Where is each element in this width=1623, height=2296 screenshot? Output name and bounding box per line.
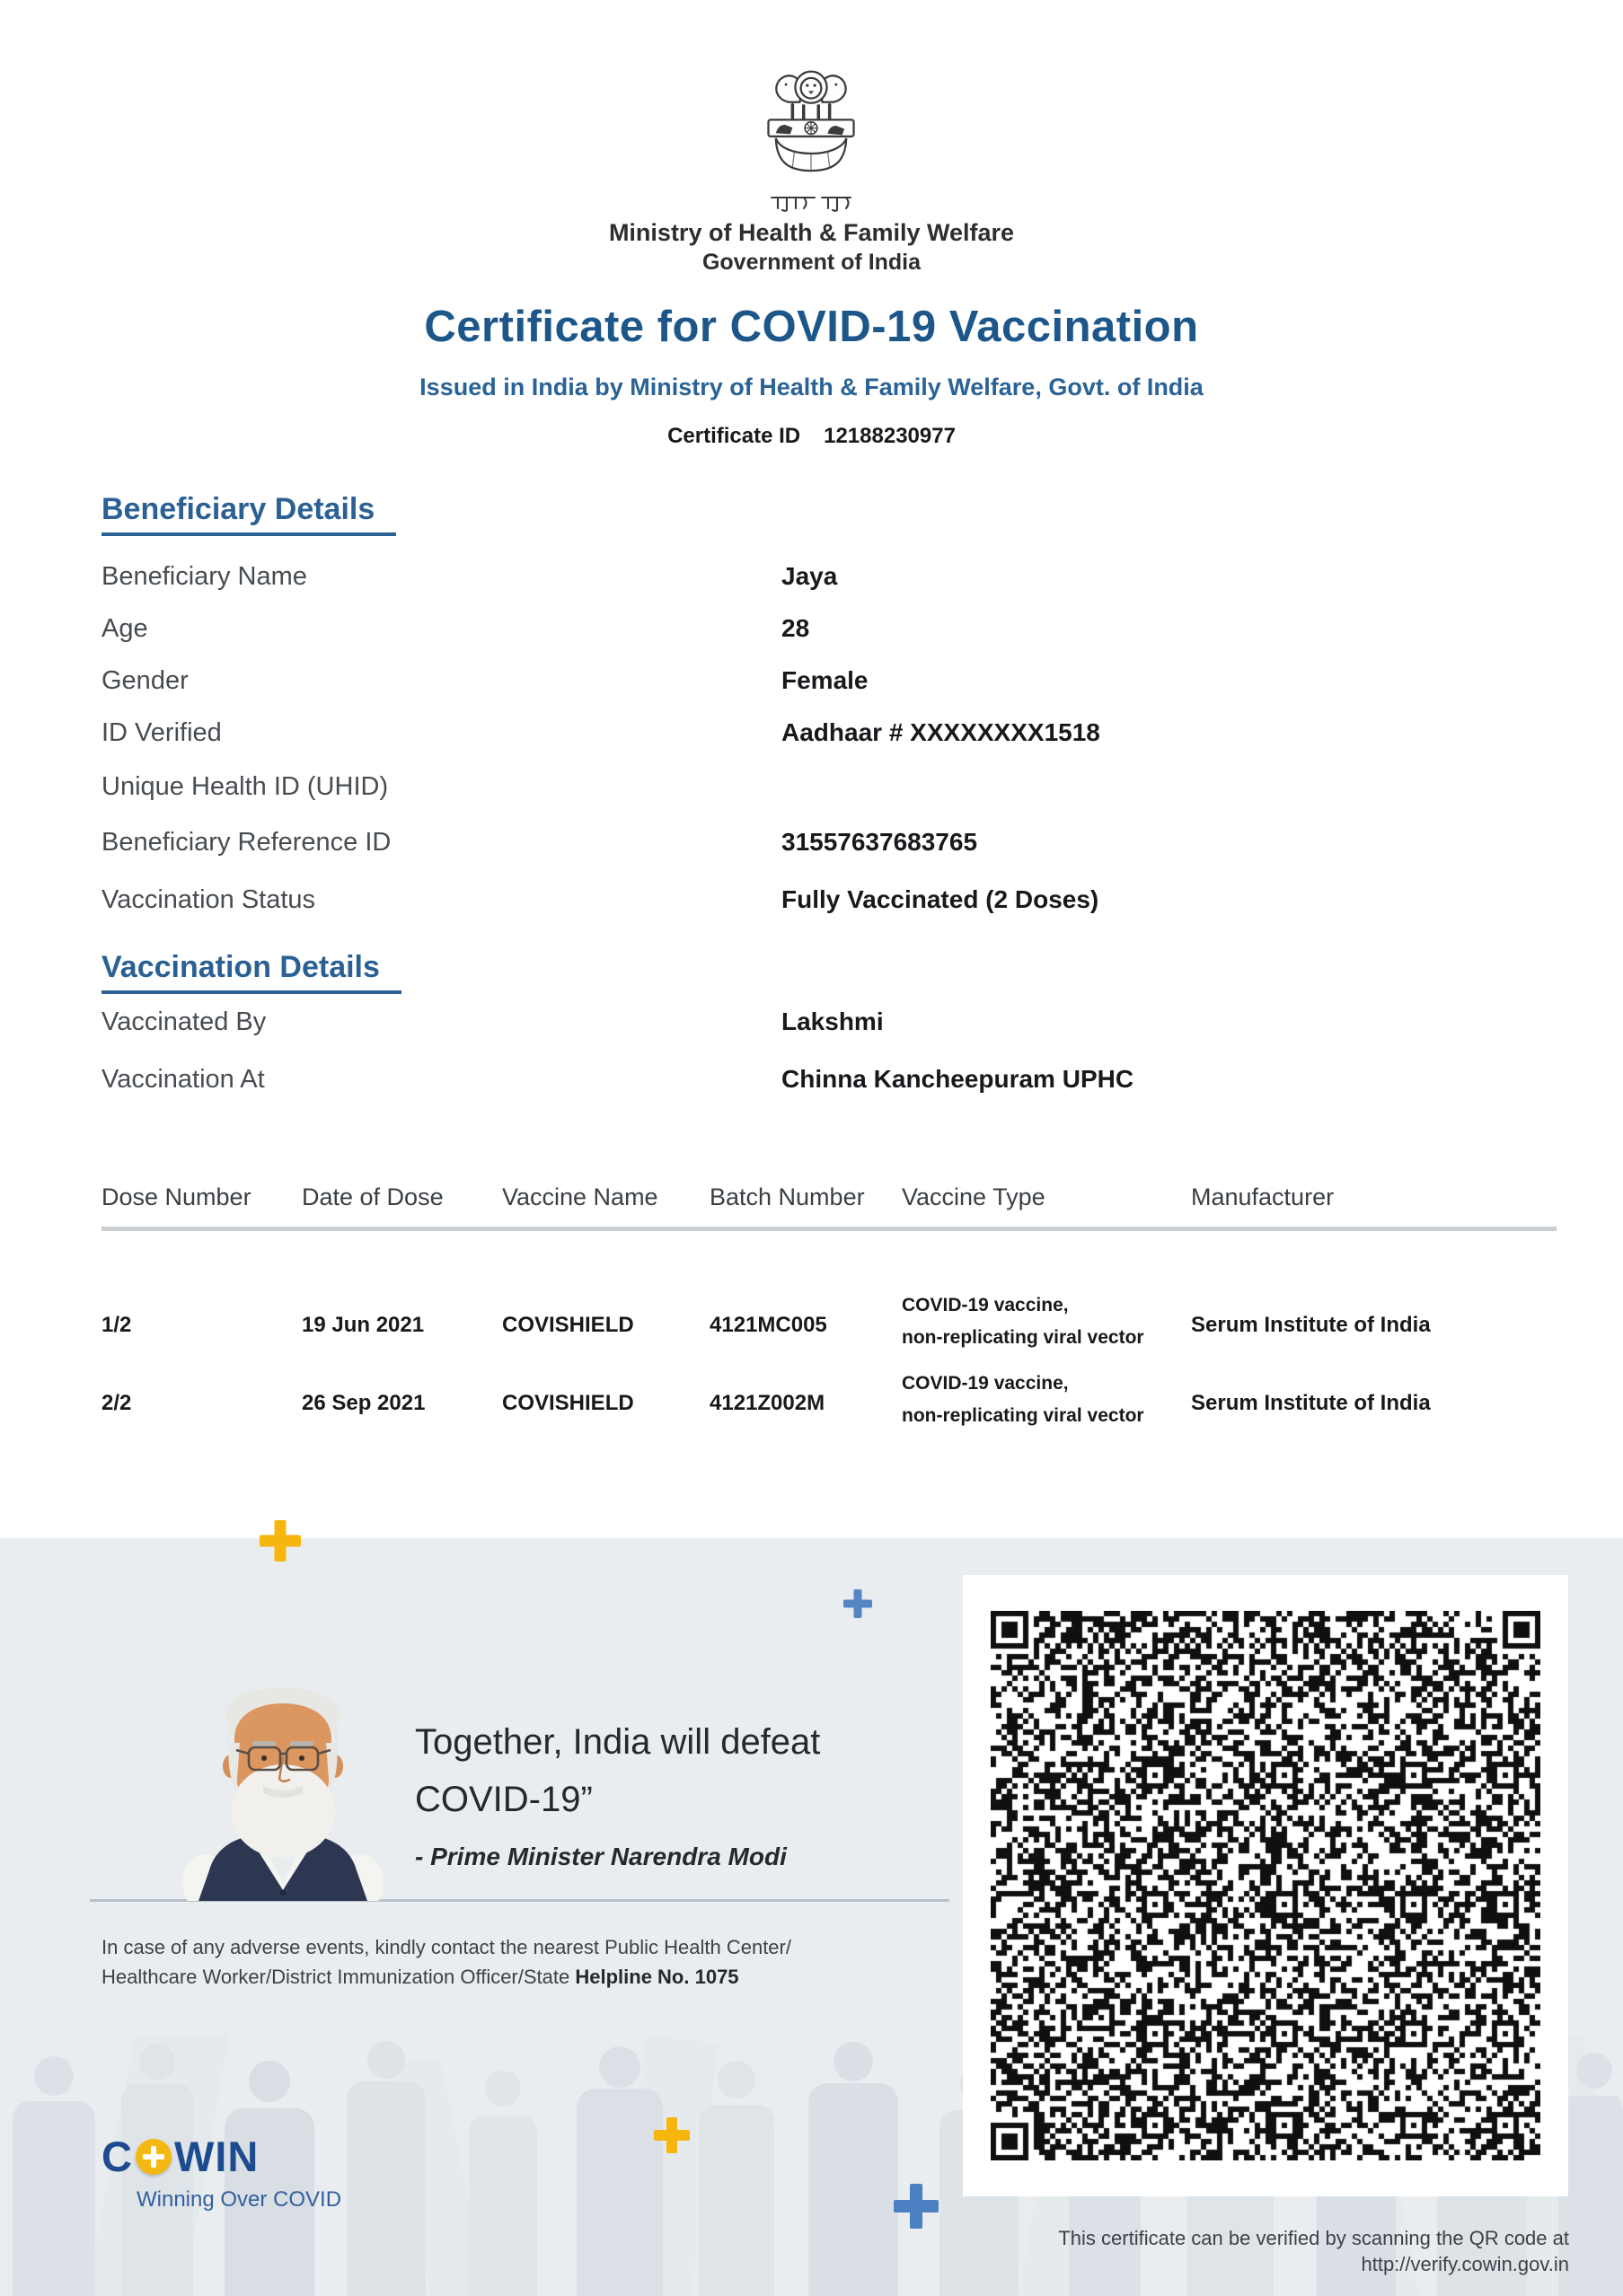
cell-manufacturer: Serum Institute of India: [1191, 1391, 1431, 1415]
field-row-age: [0, 614, 1623, 650]
cell-batch: 4121Z002M: [710, 1391, 825, 1415]
col-header-batch-number: Batch Number: [710, 1183, 865, 1210]
field-value: Fully Vaccinated (2 Doses): [781, 885, 1099, 913]
cell-dose: 1/2: [101, 1313, 132, 1337]
cowin-plus-icon: [136, 2139, 172, 2175]
cell-type-line1: COVID-19 vaccine,: [902, 1295, 1069, 1315]
adverse-line1: In case of any adverse events, kindly contact the nearest Public Health Center/: [101, 1936, 791, 1958]
plus-icon: [843, 1589, 872, 1618]
certificate-id-value: 12188230977: [824, 424, 956, 448]
col-header-manufacturer: Manufacturer: [1191, 1183, 1335, 1210]
vaccination-details-heading: Vaccination Details: [101, 950, 401, 994]
field-row-uhid: [0, 772, 1623, 808]
field-row-vaccination-status: [0, 885, 1623, 921]
adverse-events-note: [101, 1932, 791, 1992]
pm-quote-attribution: - Prime Minister Narendra Modi: [415, 1843, 787, 1870]
field-row-vaccination-at: [0, 1065, 1623, 1101]
plus-icon: [654, 2117, 690, 2153]
cowin-logo-win: WIN: [173, 2133, 260, 2180]
cell-vaccine: COVISHIELD: [502, 1313, 634, 1337]
field-row-beneficiary-name: [0, 562, 1623, 598]
verify-line1: This certificate can be verified by scanning the QR code at: [1058, 2227, 1569, 2249]
field-value: 28: [781, 614, 810, 642]
certificate-subtitle: Issued in India by Ministry of Health & Family Welfare, Govt. of India: [419, 374, 1204, 400]
adverse-line2: Healthcare Worker/District Immunization Officer/State Helpline No. 1075: [101, 1966, 739, 1988]
cell-manufacturer: Serum Institute of India: [1191, 1313, 1431, 1337]
field-row-reference-id: [0, 828, 1623, 864]
col-header-vaccine-name: Vaccine Name: [502, 1183, 658, 1210]
verify-note: [1058, 2225, 1569, 2277]
pm-quote-line1: Together, India will defeat: [415, 1722, 821, 1762]
field-row-gender: [0, 666, 1623, 702]
field-label: Vaccination Status: [101, 885, 316, 914]
field-value: Aadhaar # XXXXXXXX1518: [781, 718, 1100, 746]
cowin-logo-c: C: [101, 2133, 133, 2180]
pm-quote-line2: COVID-19”: [415, 1780, 593, 1819]
table-header-rule: [101, 1227, 1557, 1231]
cowin-tagline: Winning Over COVID: [137, 2187, 342, 2212]
cowin-logo: [101, 2132, 259, 2181]
government-name: Government of India: [701, 250, 922, 275]
cell-type-line2: non-replicating viral vector: [902, 1405, 1144, 1426]
field-value: Female: [781, 666, 869, 694]
field-row-vaccinated-by: [0, 1007, 1623, 1043]
cell-type-line1: COVID-19 vaccine,: [902, 1373, 1069, 1394]
plus-icon: [260, 1520, 301, 1561]
field-value: Jaya: [781, 562, 838, 590]
qr-card: [963, 1575, 1568, 2196]
beneficiary-details-heading: Beneficiary Details: [101, 492, 396, 536]
col-header-dose-number: Dose Number: [101, 1183, 251, 1210]
india-national-emblem-icon: [755, 54, 867, 195]
col-header-vaccine-type: Vaccine Type: [902, 1183, 1045, 1210]
field-label: Vaccinated By: [101, 1007, 267, 1036]
cell-type-line2: non-replicating viral vector: [902, 1327, 1144, 1348]
field-value: 31557637683765: [781, 828, 978, 856]
cell-date: 19 Jun 2021: [302, 1313, 425, 1337]
cell-vaccine: COVISHIELD: [502, 1391, 634, 1415]
field-label: Gender: [101, 666, 189, 695]
ministry-name: Ministry of Health & Family Welfare: [608, 219, 1015, 246]
field-label: Age: [101, 614, 148, 643]
certificate-title: Certificate for COVID-19 Vaccination: [424, 303, 1199, 351]
field-label: Beneficiary Reference ID: [101, 828, 392, 857]
col-header-date-of-dose: Date of Dose: [302, 1183, 444, 1210]
field-value: Lakshmi: [781, 1007, 884, 1035]
satyameva-jayate-motto: [770, 194, 852, 214]
field-label: Beneficiary Name: [101, 562, 307, 591]
cell-dose: 2/2: [101, 1391, 132, 1415]
cell-batch: 4121MC005: [710, 1313, 827, 1337]
field-value: Chinna Kancheepuram UPHC: [781, 1065, 1134, 1093]
verify-url: http://verify.cowin.gov.in: [1361, 2253, 1569, 2275]
certificate-id-row: [0, 424, 1623, 449]
field-label: Unique Health ID (UHID): [101, 772, 389, 801]
qr-code: [991, 1611, 1540, 2160]
field-row-id-verified: [0, 718, 1623, 754]
certificate-id-label: Certificate ID: [667, 424, 801, 448]
helpline-number: Helpline No. 1075: [575, 1966, 739, 1988]
plus-icon: [894, 2184, 939, 2229]
cell-date: 26 Sep 2021: [302, 1391, 426, 1415]
pm-portrait: [85, 1657, 481, 1901]
field-label: ID Verified: [101, 718, 222, 747]
field-label: Vaccination At: [101, 1065, 265, 1094]
